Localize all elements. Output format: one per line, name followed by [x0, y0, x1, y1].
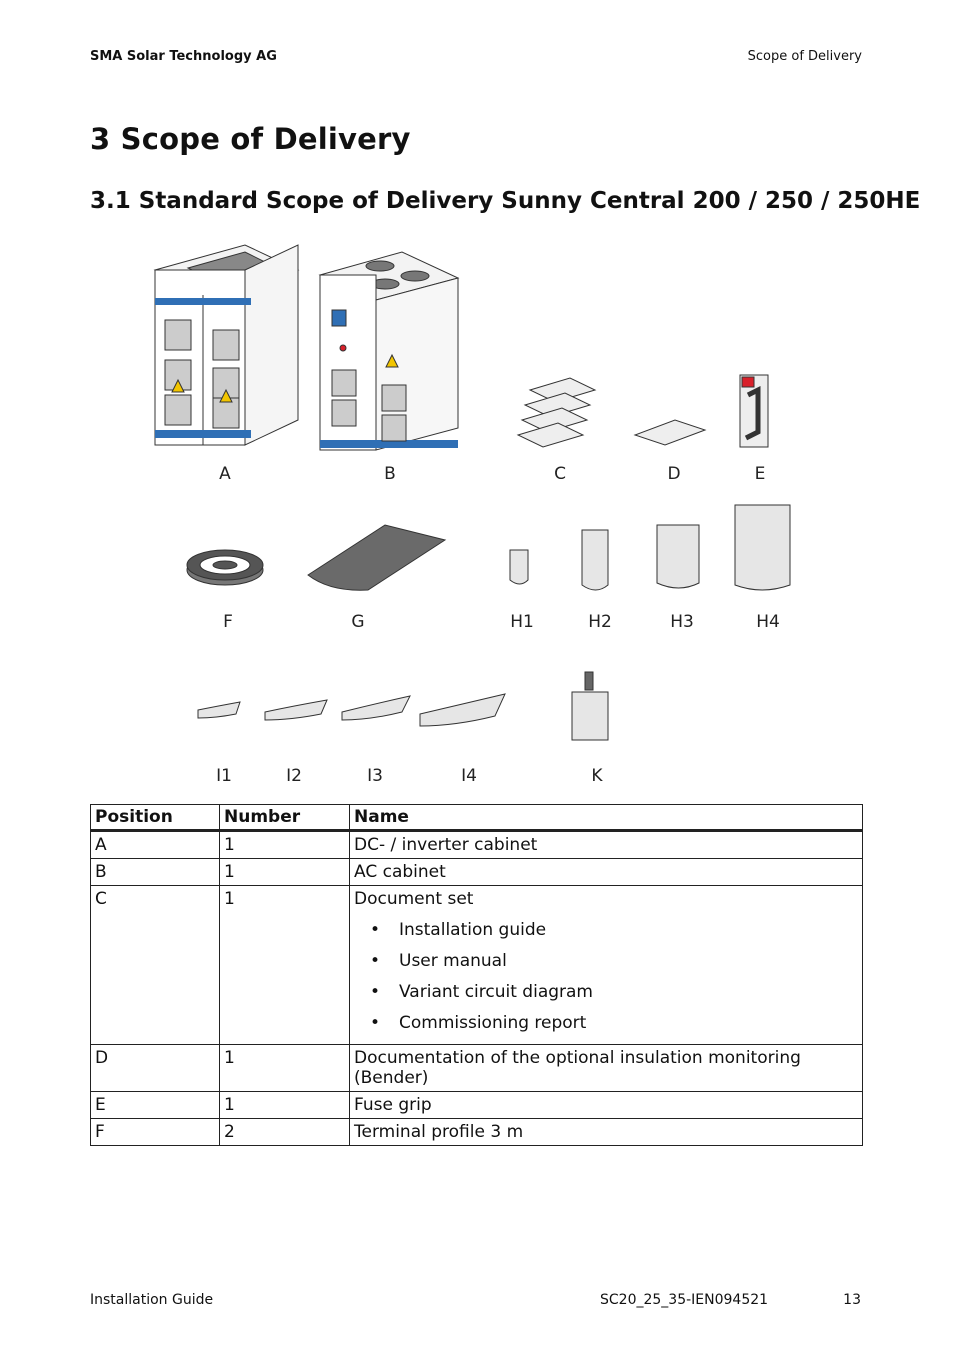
- table-row: [91, 886, 863, 1045]
- label-c: C: [554, 464, 566, 484]
- label-a: A: [219, 464, 231, 484]
- clamps-illustration: [510, 505, 790, 590]
- footer-code: SC20_25_35-IEN094521: [600, 1292, 769, 1308]
- label-i2: I2: [286, 766, 302, 786]
- footer-doc: Installation Guide: [90, 1292, 214, 1308]
- cabinet-a-illustration: [155, 245, 298, 445]
- list-item: • User manual: [354, 946, 858, 977]
- cell-position: B: [91, 859, 220, 886]
- cell-number: 1: [220, 831, 350, 859]
- table-row: [91, 1119, 863, 1146]
- label-i1: I1: [216, 766, 232, 786]
- terminal-profile-illustration: [187, 550, 263, 585]
- cell-name: [350, 886, 863, 1045]
- header-section: Scope of Delivery: [747, 49, 862, 64]
- cabinet-b-illustration: [320, 252, 458, 450]
- delivery-illustration: [140, 240, 860, 790]
- label-d: D: [667, 464, 681, 484]
- delivery-table: [90, 804, 863, 1146]
- delivery-figure: [140, 240, 860, 790]
- table-row: [91, 859, 863, 886]
- label-e: E: [754, 464, 766, 484]
- cell-position: F: [91, 1119, 220, 1146]
- cell-number: 1: [220, 859, 350, 886]
- label-b: B: [384, 464, 396, 484]
- cell-name: AC cabinet: [350, 859, 863, 886]
- label-i4: I4: [461, 766, 477, 786]
- cell-position: A: [91, 831, 220, 859]
- cell-position: C: [91, 886, 220, 1045]
- header-company: SMA Solar Technology AG: [90, 49, 277, 64]
- document-set-list: [354, 915, 858, 1039]
- table-row: [91, 831, 863, 859]
- label-f: F: [223, 612, 233, 632]
- list-item: • Commissioning report: [354, 1008, 858, 1039]
- header-name: Name: [350, 805, 863, 831]
- cell-name-text: Document set: [354, 889, 474, 909]
- label-k: K: [591, 766, 603, 786]
- table-row: [91, 1045, 863, 1092]
- table-header-row: [91, 805, 863, 831]
- header-position: Position: [91, 805, 220, 831]
- chapter-title: 3 Scope of Delivery: [90, 122, 411, 156]
- cell-number: 2: [220, 1119, 350, 1146]
- section-title: 3.1 Standard Scope of Delivery Sunny Central 200 / 250 / 250HE: [90, 188, 921, 214]
- clamp-k-illustration: [572, 672, 608, 740]
- cell-position: D: [91, 1045, 220, 1092]
- page-number: 13: [843, 1292, 861, 1308]
- sheet-illustration: [308, 525, 445, 590]
- list-item: • Variant circuit diagram: [354, 977, 858, 1008]
- cell-number: 1: [220, 1045, 350, 1092]
- list-item: • Installation guide: [354, 915, 858, 946]
- cell-number: 1: [220, 886, 350, 1045]
- cell-number: 1: [220, 1092, 350, 1119]
- cell-name: DC- / inverter cabinet: [350, 831, 863, 859]
- label-g: G: [351, 612, 365, 632]
- profiles-illustration: [198, 694, 505, 726]
- label-i3: I3: [367, 766, 383, 786]
- document-set-illustration: [518, 378, 595, 447]
- cell-name: Fuse grip: [350, 1092, 863, 1119]
- cell-position: E: [91, 1092, 220, 1119]
- label-h2: H2: [588, 612, 612, 632]
- cell-name: Terminal profile 3 m: [350, 1119, 863, 1146]
- documentation-illustration: [635, 420, 705, 445]
- label-h3: H3: [670, 612, 694, 632]
- header-number: Number: [220, 805, 350, 831]
- label-h1: H1: [510, 612, 534, 632]
- label-h4: H4: [756, 612, 780, 632]
- fuse-grip-illustration: [740, 375, 768, 447]
- cell-name: Documentation of the optional insulation monitoring (Bender): [350, 1045, 863, 1092]
- table-row: [91, 1092, 863, 1119]
